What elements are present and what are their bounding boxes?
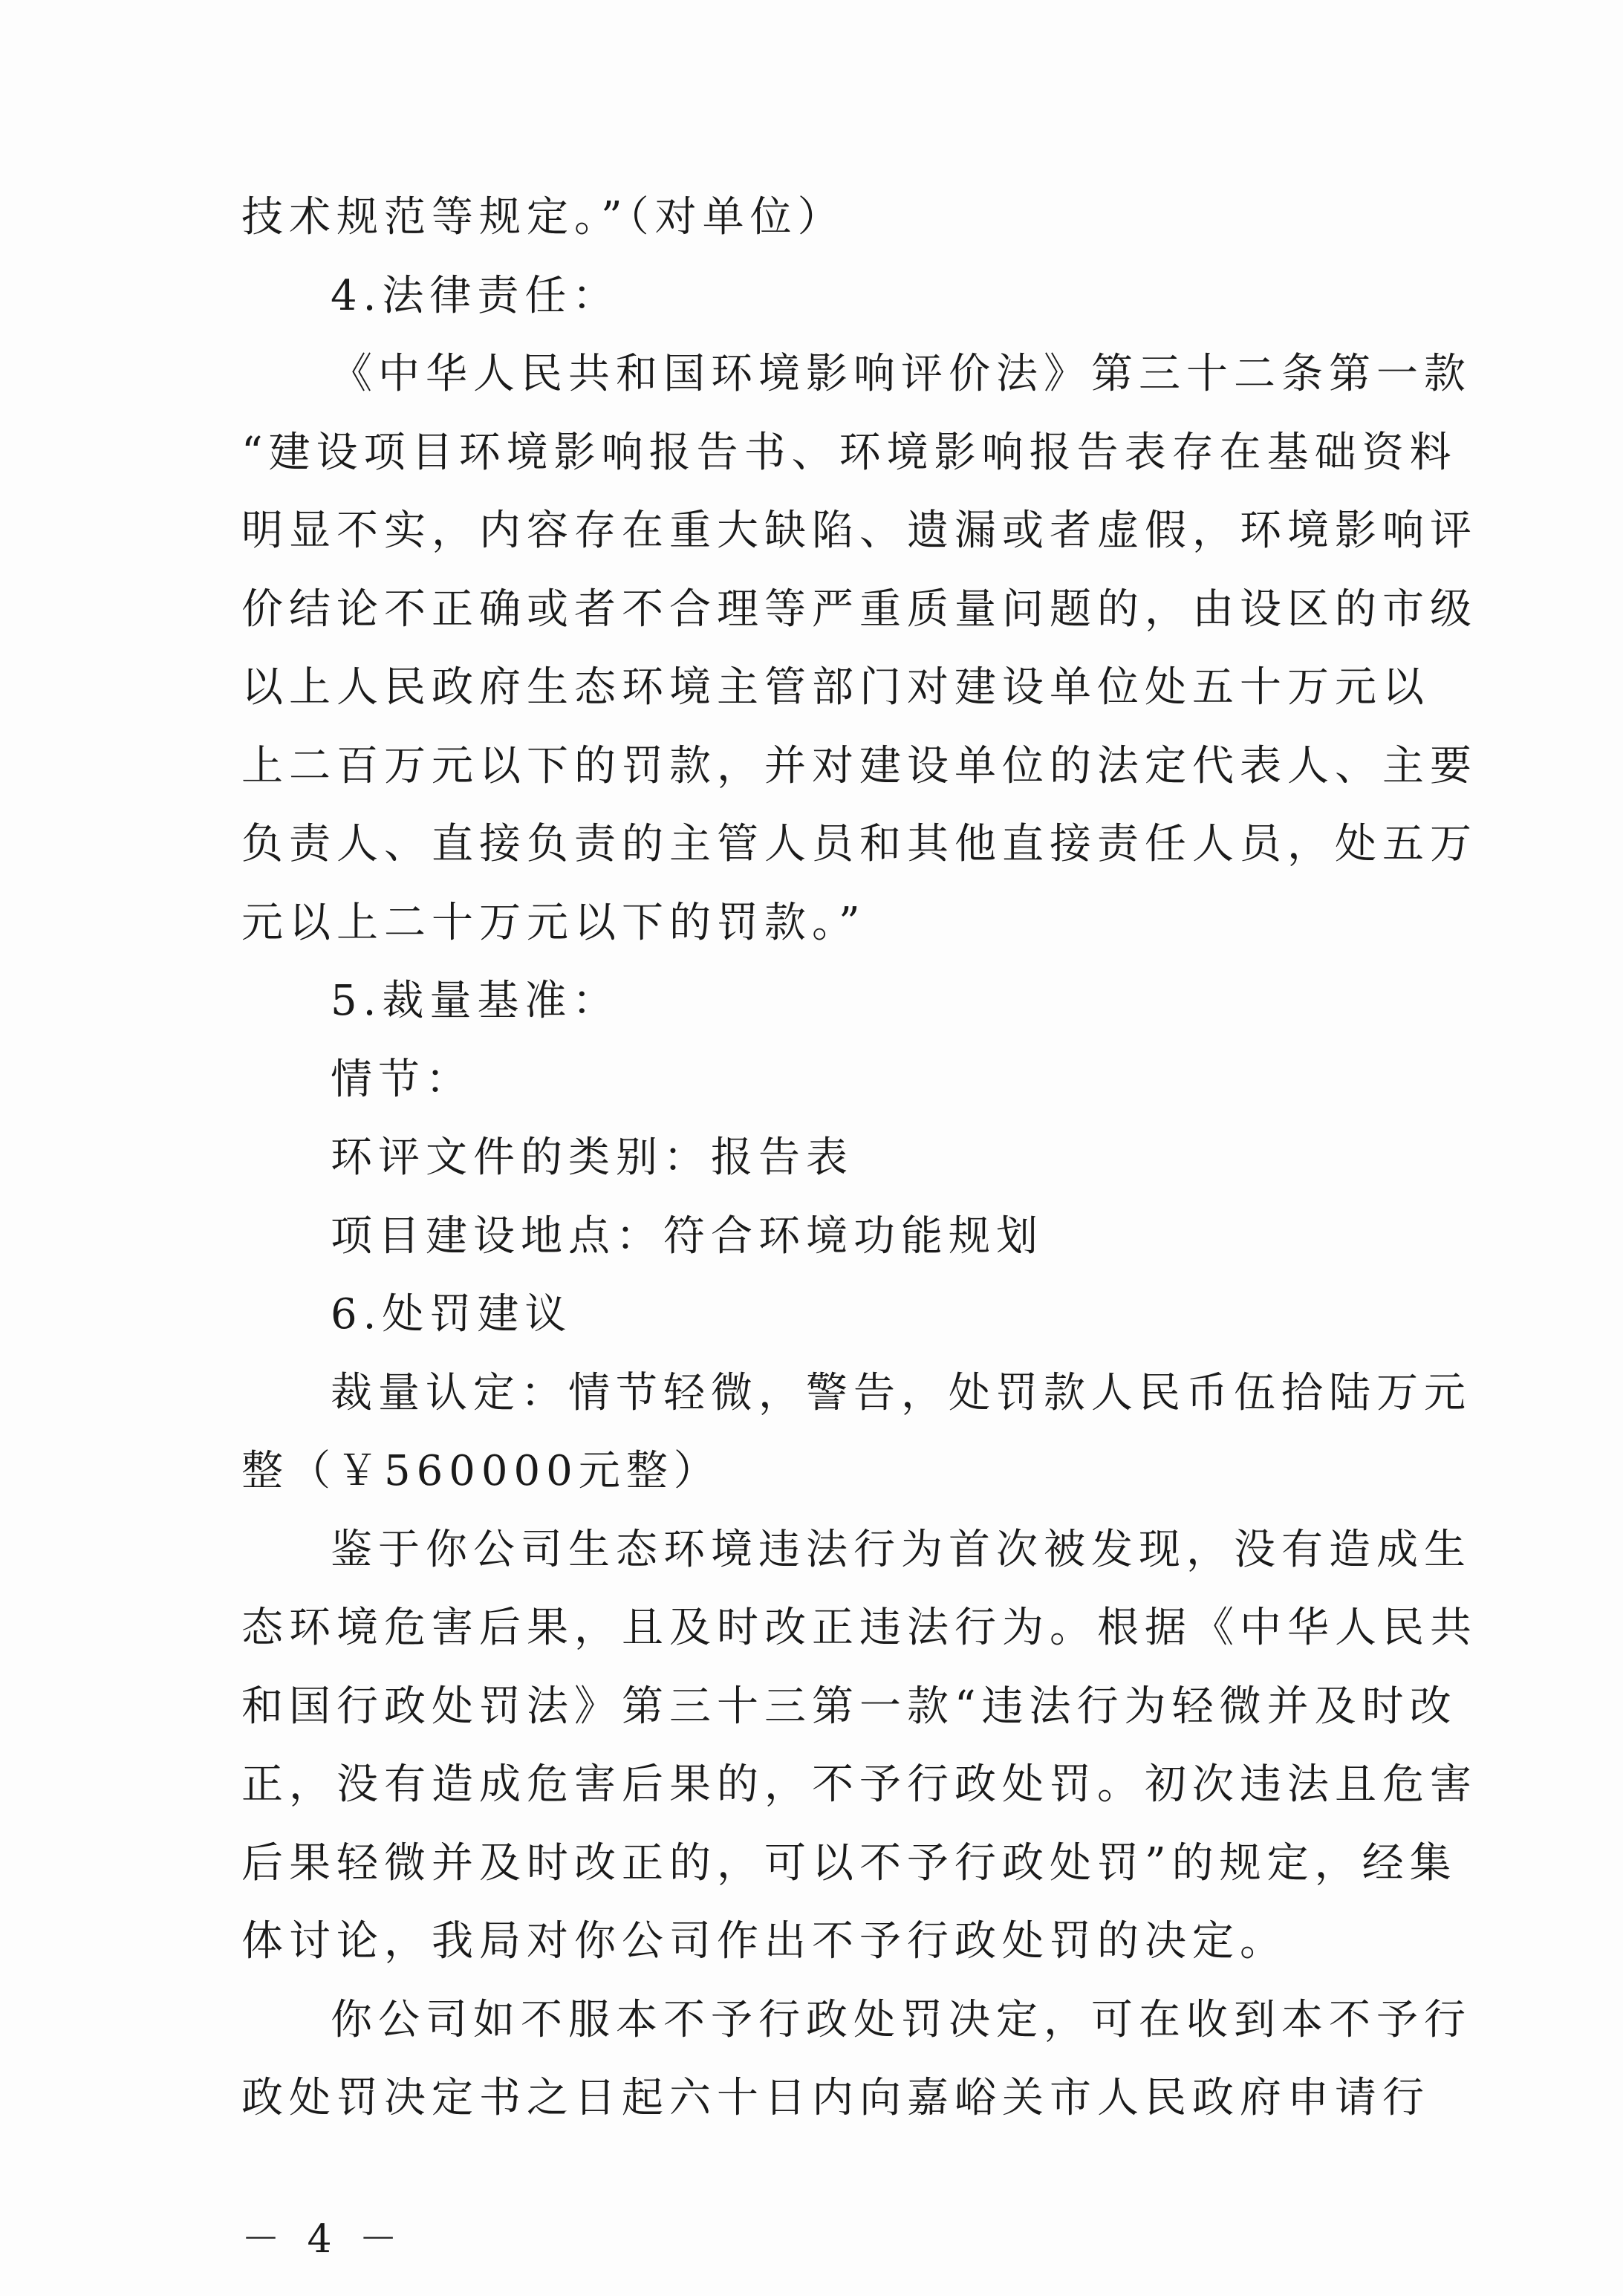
text-line: 上二百万元以下的罚款，并对建设单位的法定代表人、主要 — [241, 741, 1477, 790]
text-line: 后果轻微并及时改正的，可以不予行政处罚”的规定，经集 — [241, 1838, 1457, 1887]
document-body — [241, 178, 1477, 2138]
text-line: “建设项目环境影响报告书、环境影响报告表存在基础资料 — [241, 428, 1457, 477]
text-line: 整（￥560000元整） — [241, 1447, 721, 1495]
text-line: 5.裁量基准： — [331, 977, 620, 1025]
page-number: － 4 － — [241, 2217, 406, 2262]
text-line: 环评文件的类别：报告表 — [331, 1134, 853, 1182]
text-line: 技术规范等规定。”（对单位） — [241, 193, 845, 241]
text-line: 你公司如不服本不予行政处罚决定，可在收到本不予行 — [331, 1995, 1471, 2044]
text-line: 以上人民政府生态环境主管部门对建设单位处五十万元以 — [241, 663, 1430, 712]
text-line: 6.处罚建议 — [331, 1290, 573, 1339]
text-line: 价结论不正确或者不合理等严重质量问题的，由设区的市级 — [241, 585, 1477, 634]
text-line: 和国行政处罚法》第三十三第一款“违法行为轻微并及时改 — [241, 1682, 1457, 1731]
text-line: 情节： — [331, 1055, 473, 1104]
text-line: 4.法律责任： — [331, 271, 620, 320]
text-line: 体讨论，我局对你公司作出不予行政处罚的决定。 — [241, 1917, 1287, 1965]
text-line: 元以上二十万元以下的罚款。” — [241, 898, 866, 947]
text-line: 态环境危害后果，且及时改正违法行为。根据《中华人民共 — [241, 1604, 1477, 1652]
text-line: 明显不实，内容存在重大缺陷、遗漏或者虚假，环境影响评 — [241, 507, 1477, 555]
text-line: 正，没有造成危害后果的，不予行政处罚。初次违法且危害 — [241, 1760, 1477, 1809]
text-line: 《中华人民共和国环境影响评价法》第三十二条第一款 — [331, 350, 1471, 398]
text-line: 鉴于你公司生态环境违法行为首次被发现，没有造成生 — [331, 1525, 1471, 1574]
text-line: 负责人、直接负责的主管人员和其他直接责任人员，处五万 — [241, 820, 1477, 868]
text-line: 裁量认定：情节轻微，警告，处罚款人民币伍拾陆万元 — [331, 1368, 1471, 1417]
text-line: 政处罚决定书之日起六十日内向嘉峪关市人民政府申请行 — [241, 2074, 1430, 2122]
text-line: 项目建设地点：符合环境功能规划 — [331, 1212, 1044, 1261]
